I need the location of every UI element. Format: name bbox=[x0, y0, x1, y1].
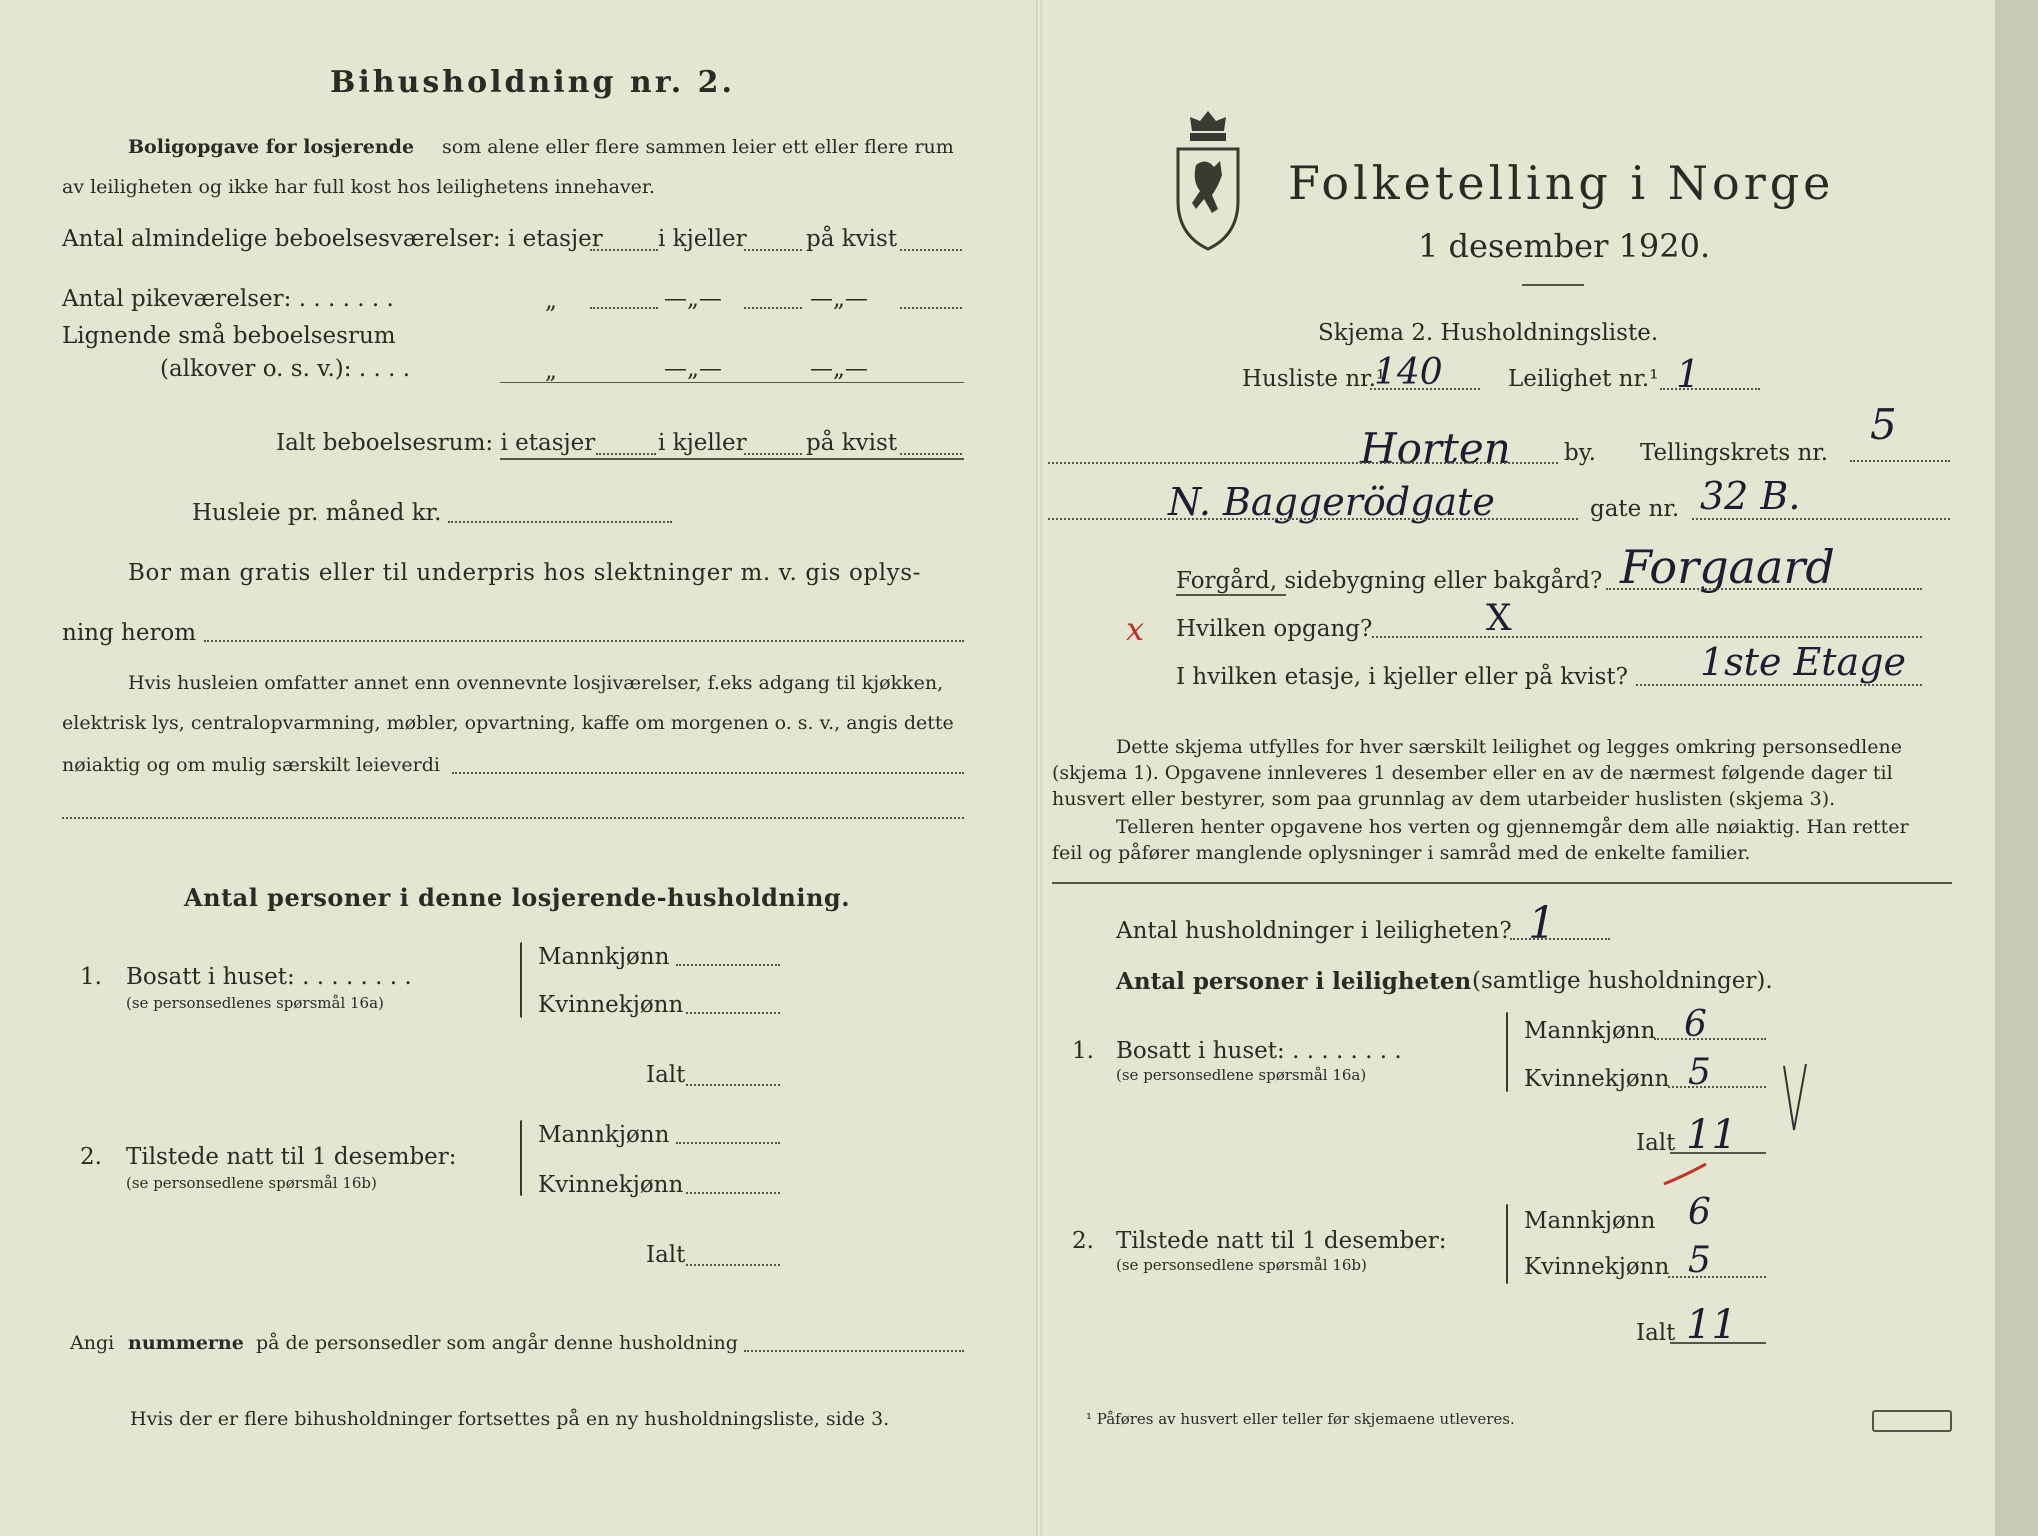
ialt-kjeller-label: i kjeller bbox=[658, 430, 747, 456]
by-value: Horten bbox=[1360, 424, 1511, 473]
r-q2-ialt-field[interactable] bbox=[1670, 1342, 1766, 1344]
opgang-check-mark: x bbox=[1126, 610, 1145, 648]
angi-bold: nummerne bbox=[128, 1332, 244, 1354]
gate-label: gate nr. bbox=[1590, 496, 1680, 522]
q1-brace bbox=[520, 942, 522, 1018]
opgang-field[interactable] bbox=[1372, 636, 1922, 638]
gate-nr-value: 32 B. bbox=[1700, 474, 1801, 518]
r-q1-num: 1. bbox=[1072, 1038, 1094, 1064]
ditto-dash: —„— bbox=[664, 286, 722, 312]
q1-sub: (se personsedlenes spørsmål 16a) bbox=[126, 994, 384, 1012]
info-line3: husvert eller bestyrer, som paa grunnlag av dem utarbeider huslisten (skjema 3). bbox=[1052, 788, 1836, 810]
r-q1-label: Bosatt i huset: . . . . . . . . bbox=[1116, 1038, 1402, 1064]
forgaard-underline bbox=[1176, 594, 1286, 596]
skjema-label: Skjema 2. Husholdningsliste. bbox=[1318, 320, 1659, 346]
hvis-line2: elektrisk lys, centralopvarmning, møbler, opvartning, kaffe om morgenen o. s. v., angis dette bbox=[62, 712, 954, 734]
by-label: by. bbox=[1564, 440, 1596, 466]
q1-label: Bosatt i huset: . . . . . . . . bbox=[126, 964, 412, 990]
bor-line1: Bor man gratis eller til underpris hos slektninger m. v. gis oplys- bbox=[128, 560, 922, 586]
forgaard-value: Forgaard bbox=[1620, 540, 1835, 594]
husleie-label: Husleie pr. måned kr. bbox=[192, 500, 442, 526]
r-q2-kvinne-field[interactable] bbox=[1668, 1276, 1766, 1278]
alm-kvist-field[interactable] bbox=[900, 249, 962, 251]
leieverdi-field-2[interactable] bbox=[62, 817, 964, 819]
antal-hush-field[interactable] bbox=[1510, 938, 1610, 940]
q1-kvinne-label: Kvinnekjønn bbox=[538, 992, 684, 1018]
q2-brace bbox=[520, 1120, 522, 1196]
tellingskrets-value: 5 bbox=[1870, 400, 1897, 449]
bor-line2: ning herom bbox=[62, 620, 197, 646]
q2-ialt-label: Ialt bbox=[646, 1242, 686, 1268]
info-line2: (skjema 1). Opgavene innleveres 1 desember eller en av de nærmest følgende dager til bbox=[1052, 762, 1893, 784]
q1-num: 1. bbox=[80, 964, 102, 990]
r-q1-mann-field[interactable] bbox=[1654, 1038, 1766, 1040]
angi-pre: Angi bbox=[70, 1332, 115, 1354]
q2-label: Tilstede natt til 1 desember: bbox=[126, 1144, 457, 1170]
tellingskrets-field[interactable] bbox=[1850, 460, 1950, 462]
etasje-label: I hvilken etasje, i kjeller eller på kvist? bbox=[1176, 664, 1628, 690]
by-field[interactable] bbox=[1048, 462, 1558, 464]
alkover-label: (alkover o. s. v.): . . . . bbox=[160, 356, 411, 382]
alm-etasjer-field[interactable] bbox=[590, 249, 658, 251]
r-q2-kvinne-label: Kvinnekjønn bbox=[1524, 1254, 1670, 1280]
ditto-mark: „ bbox=[545, 358, 557, 384]
intro-bold: Boligopgave for losjerende bbox=[128, 136, 415, 158]
husleie-field[interactable] bbox=[448, 521, 672, 523]
ditto-dash: —„— bbox=[810, 286, 868, 312]
r-q2-num: 2. bbox=[1072, 1228, 1094, 1254]
intro-rest: som alene eller flere sammen leier ett eller flere rum bbox=[442, 136, 954, 158]
q1-mann-field[interactable] bbox=[676, 964, 780, 966]
q1-ialt-field[interactable] bbox=[686, 1084, 780, 1086]
angi-field[interactable] bbox=[744, 1350, 964, 1352]
q2-ialt-field[interactable] bbox=[686, 1264, 780, 1266]
ialt-rum-label: Ialt beboelsesrum: i etasjer bbox=[276, 430, 596, 456]
hvis-line3: nøiaktig og om mulig særskilt leieverdi bbox=[62, 754, 440, 776]
paper-edge bbox=[1995, 0, 2038, 1536]
alm-kjeller-label: i kjeller bbox=[658, 226, 747, 252]
leilighet-label: Leilighet nr.¹ bbox=[1508, 366, 1659, 392]
q1-kvinne-field[interactable] bbox=[686, 1012, 780, 1014]
intro-line2: av leiligheten og ikke har full kost hos leilighetens innehaver. bbox=[62, 176, 655, 198]
r-q2-sub: (se personsedlene spørsmål 16b) bbox=[1116, 1256, 1367, 1274]
red-correction-mark-icon bbox=[1660, 1160, 1710, 1190]
ialt-kvist-label: på kvist bbox=[806, 430, 898, 456]
ialt-kvist-field[interactable] bbox=[900, 453, 962, 455]
husliste-label: Husliste nr.¹ bbox=[1242, 366, 1386, 392]
alm-kvist-label: på kvist bbox=[806, 226, 898, 252]
r-q1-ialt-value: 11 bbox=[1686, 1112, 1737, 1158]
q2-mann-label: Mannkjønn bbox=[538, 1122, 670, 1148]
tellingskrets-label: Tellingskrets nr. bbox=[1640, 440, 1829, 466]
etasje-value: 1ste Etage bbox=[1700, 640, 1906, 684]
angi-rest: på de personsedler som angår denne husholdning bbox=[256, 1332, 738, 1354]
q2-num: 2. bbox=[80, 1144, 102, 1170]
q2-sub: (se personsedlene spørsmål 16b) bbox=[126, 1174, 377, 1192]
antal-pers-rest: (samtlige husholdninger). bbox=[1472, 968, 1773, 994]
page-fold bbox=[1036, 0, 1042, 1536]
antal-hush-label: Antal husholdninger i leiligheten? bbox=[1116, 918, 1512, 944]
q1-ialt-label: Ialt bbox=[646, 1062, 686, 1088]
r-q1-ialt-label: Ialt bbox=[1636, 1130, 1676, 1156]
q1-mann-label: Mannkjønn bbox=[538, 944, 670, 970]
leilighet-value: 1 bbox=[1676, 352, 1701, 396]
antal-pike-label: Antal pikeværelser: . . . . . . . bbox=[62, 286, 394, 312]
r-q1-kvinne-value: 5 bbox=[1688, 1052, 1711, 1093]
r-q1-kvinne-field[interactable] bbox=[1668, 1086, 1766, 1088]
husliste-field[interactable] bbox=[1370, 388, 1480, 390]
r-q2-mann-value: 6 bbox=[1688, 1192, 1711, 1233]
coat-of-arms-icon bbox=[1168, 105, 1248, 255]
info-line1: Dette skjema utfylles for hver særskilt leilighet og legges omkring personsedlene bbox=[1116, 736, 1902, 758]
r-q1-kvinne-label: Kvinnekjønn bbox=[1524, 1066, 1670, 1092]
etasje-field[interactable] bbox=[1636, 684, 1922, 686]
pike-kjeller-field[interactable] bbox=[744, 307, 802, 309]
ditto-dash: —„— bbox=[664, 356, 722, 382]
gate-nr-field[interactable] bbox=[1692, 518, 1950, 520]
info-line5: feil og påfører manglende oplysninger i samråd med de enkelte familier. bbox=[1052, 842, 1751, 864]
pike-etasjer-field[interactable] bbox=[590, 307, 658, 309]
antal-hush-value: 1 bbox=[1528, 898, 1556, 949]
info-line4: Telleren henter opgavene hos verten og gjennemgår dem alle nøiaktig. Han retter bbox=[1116, 816, 1909, 838]
left-title: Bihusholdning nr. 2. bbox=[330, 65, 735, 100]
q2-kvinne-label: Kvinnekjønn bbox=[538, 1172, 684, 1198]
r-q2-label: Tilstede natt til 1 desember: bbox=[1116, 1228, 1447, 1254]
leilighet-field[interactable] bbox=[1660, 388, 1760, 390]
check-tick-icon bbox=[1780, 1060, 1810, 1140]
r-q2-ialt-value: 11 bbox=[1686, 1302, 1737, 1348]
footnote: ¹ Påføres av husvert eller teller før skjemaene utleveres. bbox=[1086, 1410, 1515, 1428]
hvis-line1: Hvis husleien omfatter annet enn ovennevnte losjiværelser, f.eks adgang til kjøkken, bbox=[128, 672, 944, 694]
ialt-underline bbox=[500, 458, 964, 460]
census-date: 1 desember 1920. bbox=[1418, 227, 1711, 265]
forgaard-field[interactable] bbox=[1606, 588, 1922, 590]
title-rule bbox=[1522, 284, 1584, 286]
printer-stamp-icon bbox=[1872, 1410, 1952, 1432]
opgang-value: X bbox=[1486, 598, 1512, 639]
right-title: Folketelling i Norge bbox=[1288, 156, 1835, 210]
antal-pers-bold: Antal personer i leiligheten bbox=[1116, 968, 1472, 995]
leieverdi-field[interactable] bbox=[452, 772, 964, 774]
r-q1-ialt-field[interactable] bbox=[1670, 1152, 1766, 1154]
ialt-etasjer-field[interactable] bbox=[596, 453, 656, 455]
r-q1-brace bbox=[1506, 1012, 1508, 1092]
bor-field[interactable] bbox=[204, 640, 964, 642]
ditto-mark: „ bbox=[545, 288, 557, 314]
gate-value: N. Baggerödgate bbox=[1168, 480, 1495, 524]
r-q2-kvinne-value: 5 bbox=[1688, 1240, 1711, 1281]
section-rule bbox=[1052, 882, 1952, 884]
husliste-value: 140 bbox=[1374, 352, 1443, 393]
antal-alm-label: Antal almindelige beboelsesværelser: i etasjer bbox=[62, 226, 603, 252]
opgang-label: Hvilken opgang? bbox=[1176, 616, 1373, 642]
r-q1-sub: (se personsedlene spørsmål 16a) bbox=[1116, 1066, 1367, 1084]
q2-mann-field[interactable] bbox=[676, 1142, 780, 1144]
sum-line bbox=[500, 382, 964, 383]
r-q2-ialt-label: Ialt bbox=[1636, 1320, 1676, 1346]
r-q2-brace bbox=[1506, 1204, 1508, 1284]
forgaard-label: Forgård, sidebygning eller bakgård? bbox=[1176, 568, 1603, 594]
r-q1-mann-label: Mannkjønn bbox=[1524, 1018, 1656, 1044]
gate-field[interactable] bbox=[1048, 518, 1578, 520]
r-q2-mann-label: Mannkjønn bbox=[1524, 1208, 1656, 1234]
ialt-kjeller-field[interactable] bbox=[744, 453, 802, 455]
ditto-dash: —„— bbox=[810, 356, 868, 382]
pike-kvist-field[interactable] bbox=[900, 307, 962, 309]
r-q1-mann-value: 6 bbox=[1684, 1004, 1707, 1045]
lignende-label: Lignende små beboelsesrum bbox=[62, 323, 396, 349]
alm-kjeller-field[interactable] bbox=[744, 249, 802, 251]
left-footer: Hvis der er flere bihusholdninger fortsettes på en ny husholdningsliste, side 3. bbox=[130, 1408, 890, 1430]
antal-personer-heading: Antal personer i denne losjerende-husholdning. bbox=[184, 883, 851, 912]
q2-kvinne-field[interactable] bbox=[686, 1192, 780, 1194]
